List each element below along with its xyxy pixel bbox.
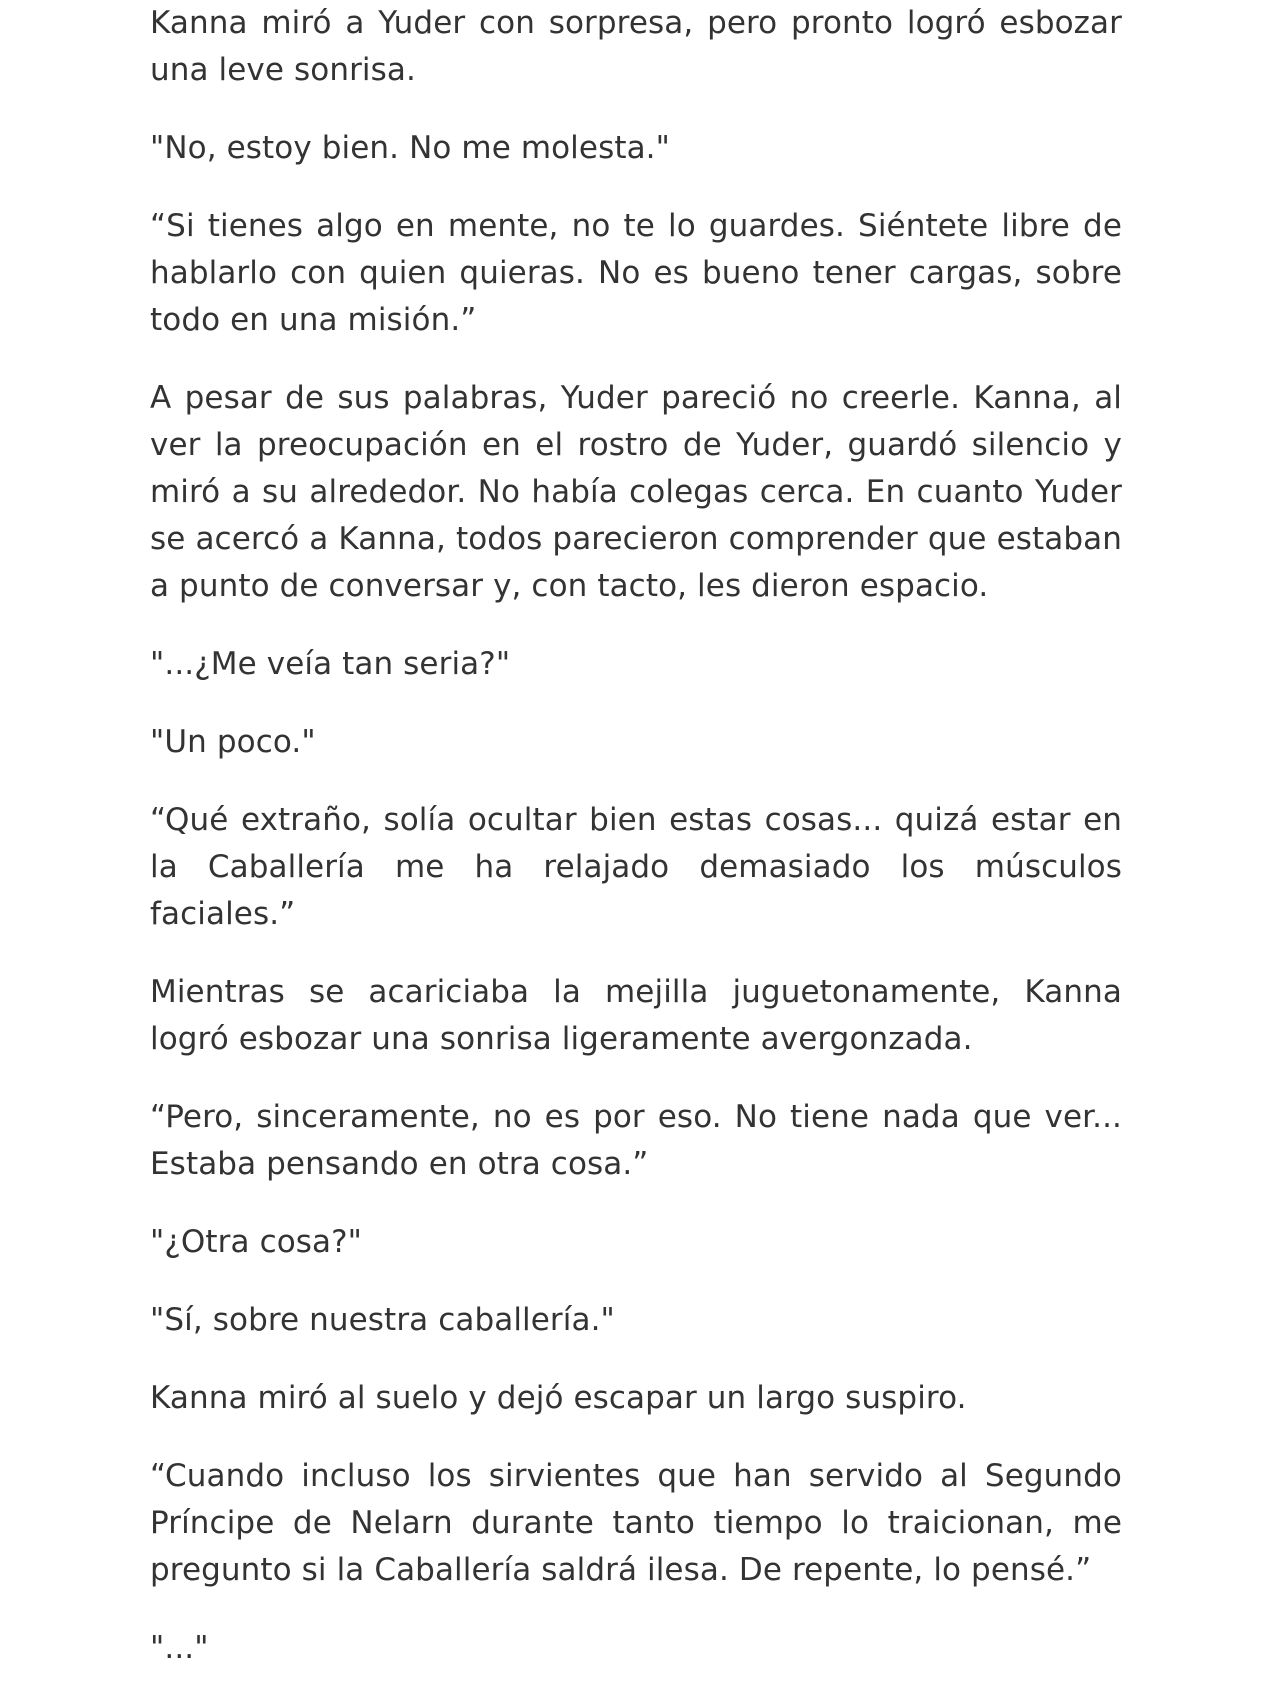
paragraph-5: "...¿Me veía tan seria?" <box>150 646 511 682</box>
paragraph-1: Kanna miró a Yuder con sorpresa, pero pronto logró esbozar una leve sonrisa. <box>150 5 1122 88</box>
paragraph-12: Kanna miró al suelo y dejó escapar un largo suspiro. <box>150 1380 967 1416</box>
paragraph-7: “Qué extraño, solía ocultar bien estas cosas... quizá estar en la Caballería me ha relajado demasiado los músculos faciales.” <box>150 802 1122 932</box>
paragraph-6: "Un poco." <box>150 724 316 760</box>
paragraph-11: "Sí, sobre nuestra caballería." <box>150 1302 615 1338</box>
paragraph-9: “Pero, sinceramente, no es por eso. No tiene nada que ver... Estaba pensando en otra cosa.” <box>150 1099 1122 1182</box>
paragraph-4: A pesar de sus palabras, Yuder pareció no creerle. Kanna, al ver la preocupación en el rostro de Yuder, guardó silencio y miró a su alrededor. No había colegas cerca. En cuanto Yuder se acercó a Kanna, todos parecieron comprender que estaban a punto de conversar y, con tacto, les dieron espacio. <box>150 380 1122 604</box>
paragraph-3: “Si tienes algo en mente, no te lo guardes. Siéntete libre de hablarlo con quien quieras. No es bueno tener cargas, sobre todo en una misión.” <box>150 208 1122 338</box>
paragraph-8: Mientras se acariciaba la mejilla juguetonamente, Kanna logró esbozar una sonrisa ligeramente avergonzada. <box>150 974 1122 1057</box>
paragraph-13: “Cuando incluso los sirvientes que han servido al Segundo Príncipe de Nelarn durante tanto tiempo lo traicionan, me pregunto si la Caballería saldrá ilesa. De repente, lo pensé.” <box>150 1458 1122 1588</box>
paragraph-10: "¿Otra cosa?" <box>150 1224 363 1260</box>
paragraph-2: "No, estoy bien. No me molesta." <box>150 130 670 166</box>
paragraph-14: "..." <box>150 1630 209 1666</box>
document-page <box>150 0 1122 1703</box>
